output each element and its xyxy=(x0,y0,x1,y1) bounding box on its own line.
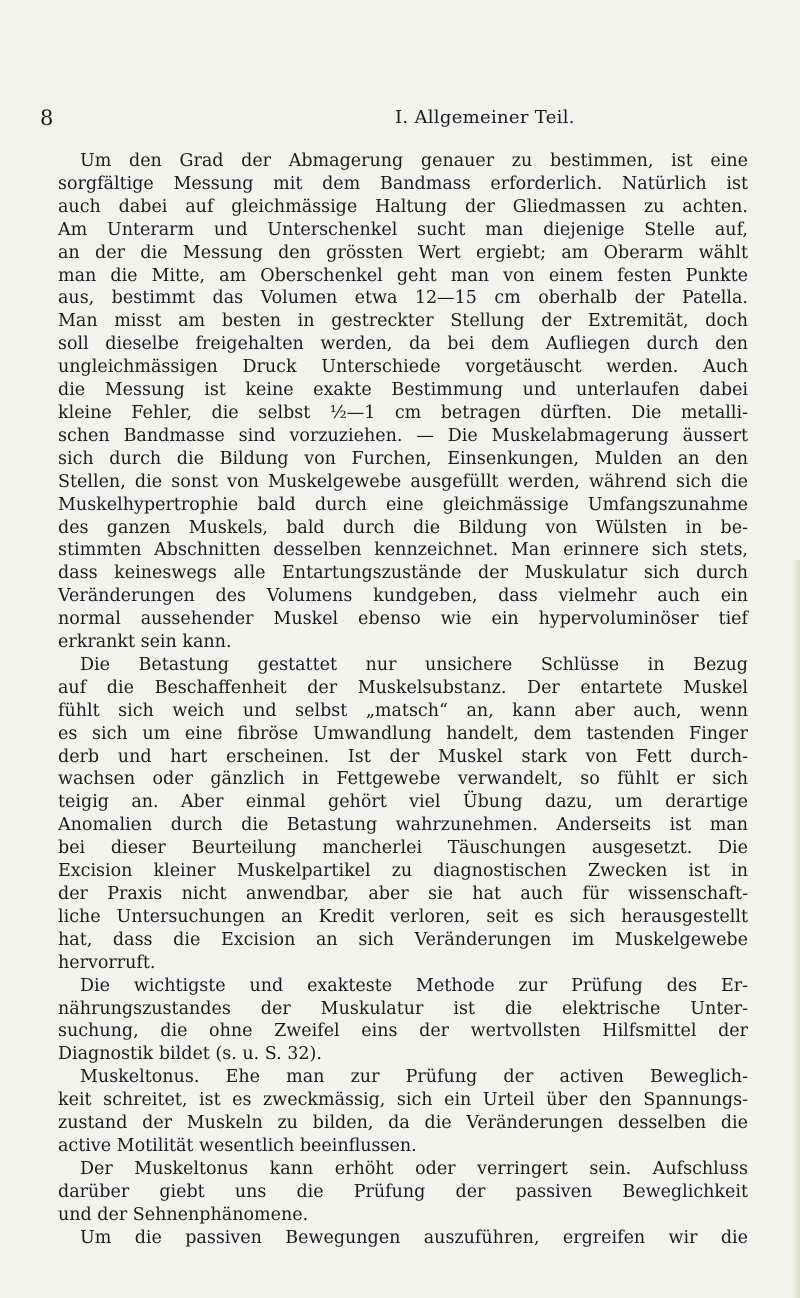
text-line: nährungszustandes der Muskulatur ist die elektrische Unter- xyxy=(58,998,748,1019)
paragraph xyxy=(58,1227,748,1250)
text-line: Um die passiven Bewegungen auszuführen, ergreifen wir die xyxy=(80,1227,748,1248)
text-line: dass keineswegs alle Entartungszustände der Muskulatur sich durch xyxy=(58,563,748,584)
text-line: Die Betastung gestattet nur unsichere Schlüsse in Bezug xyxy=(80,654,748,675)
paragraph xyxy=(58,975,748,1067)
text-line: Veränderungen des Volumens kundgeben, dass vielmehr auch ein xyxy=(58,586,748,607)
text-line: der Praxis nicht anwendbar, aber sie hat auch für wissenschaft- xyxy=(58,884,748,904)
text-line: Muskelhypertrophie bald durch eine gleichmässige Umfangszunahme xyxy=(58,494,748,515)
text-line: keit schreitet, ist es zweckmässig, sich ein Urteil über den Spannungs- xyxy=(58,1090,748,1111)
text-line: teigig an. Aber einmal gehört viel Übung dazu, um derartige xyxy=(58,792,748,813)
text-line: es sich um eine fibröse Umwandlung handelt, dem tastenden Finger xyxy=(58,723,748,744)
text-line: Excision kleiner Muskelpartikel zu diagnostischen Zwecken ist in xyxy=(58,861,748,882)
text-line: stimmten Abschnitten desselben kennzeichnet. Man erinnere sich stets, xyxy=(58,540,748,561)
text-line: soll dieselbe freigehalten werden, da bei dem Aufliegen durch den xyxy=(58,334,748,355)
text-line: die Messung ist keine exakte Bestimmung und unterlaufen dabei xyxy=(58,380,748,401)
text-line: sich durch die Bildung von Furchen, Einsenkungen, Mulden an den xyxy=(58,448,748,469)
text-line: darüber giebt uns die Prüfung der passiven Beweglichkeit xyxy=(58,1181,748,1202)
text-line: sorgfältige Messung mit dem Bandmass erforderlich. Natürlich ist xyxy=(58,173,748,194)
page-header xyxy=(40,106,760,134)
text-line: aus, bestimmt das Volumen etwa 12—15 cm oberhalb der Patella. xyxy=(58,288,748,309)
text-line: Der Muskeltonus kann erhöht oder verringert sein. Aufschluss xyxy=(80,1158,748,1179)
text-line: schen Bandmasse sind vorzuziehen. — Die Muskelabmagerung äussert xyxy=(58,425,748,446)
page-number: 8 xyxy=(40,106,54,130)
text-line: suchung, die ohne Zweifel eins der wertvollsten Hilfsmittel der xyxy=(58,1021,748,1042)
text-line: ungleichmässigen Druck Unterschiede vorgetäuscht werden. Auch xyxy=(58,357,748,378)
text-line: an der die Messung den grössten Wert ergiebt; am Oberarm wählt xyxy=(58,242,748,263)
text-line: Man misst am besten in gestreckter Stellung der Extremität, doch xyxy=(58,311,748,332)
text-line: des ganzen Muskels, bald durch die Bildung von Wülsten in be- xyxy=(58,517,748,538)
page-edge-shadow xyxy=(792,560,800,1298)
text-line: erkrankt sein kann. xyxy=(58,632,232,653)
text-line: kleine Fehler, die selbst ½—1 cm betragen dürften. Die metalli- xyxy=(58,402,748,423)
text-line: hat, dass die Excision an sich Veränderungen im Muskelgewebe xyxy=(58,929,748,950)
text-line: active Motilität wesentlich beeinflussen. xyxy=(58,1135,417,1156)
text-line: bei dieser Beurteilung mancherlei Täuschungen ausgesetzt. Die xyxy=(58,838,748,859)
paragraph xyxy=(58,1066,748,1158)
body-text xyxy=(58,150,748,1250)
paragraph xyxy=(58,150,748,654)
running-title: I. Allgemeiner Teil. xyxy=(395,107,575,128)
text-line: zustand der Muskeln zu bilden, da die Veränderungen desselben die xyxy=(58,1113,748,1134)
text-line: derb und hart erscheinen. Ist der Muskel stark von Fett durch- xyxy=(58,746,748,767)
text-line: auf die Beschaffenheit der Muskelsubstanz. Der entartete Muskel xyxy=(58,677,748,698)
text-line: fühlt sich weich und selbst „matsch“ an, kann aber auch, wenn xyxy=(58,700,748,721)
text-line: liche Untersuchungen an Kredit verloren, seit es sich herausgestellt xyxy=(58,906,748,927)
text-line: hervorruft. xyxy=(58,952,156,973)
text-line: und der Sehnenphänomene. xyxy=(58,1204,309,1225)
text-line: man die Mitte, am Oberschenkel geht man von einem festen Punkte xyxy=(58,265,748,286)
text-line: Muskeltonus. Ehe man zur Prüfung der activen Beweglich- xyxy=(80,1067,748,1088)
text-line: normal aussehender Muskel ebenso wie ein hypervoluminöser tief xyxy=(58,609,748,630)
text-line: Die wichtigste und exakteste Methode zur Prüfung des Er- xyxy=(80,975,748,996)
text-line: auch dabei auf gleichmässige Haltung der Gliedmassen zu achten. xyxy=(58,196,748,217)
text-line: Anomalien durch die Betastung wahrzunehmen. Anderseits ist man xyxy=(58,815,748,836)
paragraph xyxy=(58,654,748,975)
text-line: Um den Grad der Abmagerung genauer zu bestimmen, ist eine xyxy=(80,151,748,171)
paragraph xyxy=(58,1158,748,1227)
text-line: Diagnostik bildet (s. u. S. 32). xyxy=(58,1044,322,1065)
text-line: Am Unterarm und Unterschenkel sucht man diejenige Stelle auf, xyxy=(58,219,748,240)
text-line: wachsen oder gänzlich in Fettgewebe verwandelt, so fühlt er sich xyxy=(58,769,748,790)
text-line: Stellen, die sonst von Muskelgewebe ausgefüllt werden, während sich die xyxy=(58,471,748,492)
